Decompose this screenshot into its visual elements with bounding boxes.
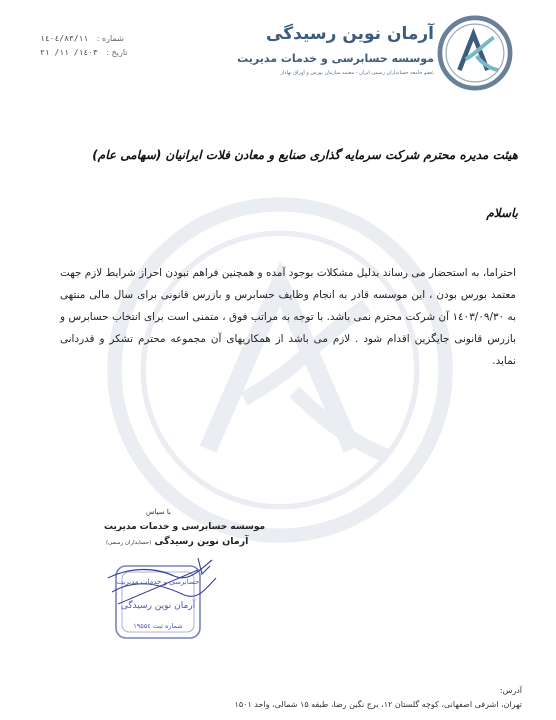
arman-novin-logo-icon: [436, 14, 514, 92]
signature-company-sub: (حسابداران رسمی): [106, 540, 152, 546]
number-value: ۱٤۰٤/۸۳/۱۱: [40, 34, 89, 43]
recipient-line: هیئت مدیره محترم شرکت سرمایه گذاری صنایع و معادن فلات ایرانیان (سهامی عام): [92, 148, 518, 162]
company-name: آرمان نوین رسیدگی: [266, 24, 434, 44]
footer-address: [235, 684, 522, 712]
membership-line: عضو جامعه حسابداران رسمی ایران - معتمد سازمان بورس و اوراق بهادار: [280, 70, 434, 76]
signature-company: [106, 536, 248, 547]
salutation: باسلام: [486, 206, 518, 220]
stamp-text-bottom: شماره ثبت ۱۹۵۵٤: [133, 622, 183, 630]
address-label: آدرس:: [499, 686, 522, 695]
company-stamp: [102, 548, 222, 648]
stamp-text-top: حسابرسی و خدمات مدیریت: [116, 578, 200, 586]
letter-body: احتراما، به استحضار می رساند بدلیل مشکلات بوجود آمده و همچنین فراهم نبودن احراز شرایط لازم جهت معتمد بورس بودن ، این موسسه قادر به انجام وظایف حسابرس و بازرس قانونی برای سال مالی منتهی به ۱٤۰۳/۰۹/۳۰ آن شرکت محترم نمی باشد. با توجه به مراتب فوق ، متمنی است برای انتخاب حسابرس و بازرس قانونی جایگزین اقدام شود . لازم می باشد از همکاریهای آن مجموعه محترم تشکر و قدردانی نماید.: [60, 267, 516, 367]
institute-name: موسسه حسابرسی و خدمات مدیریت: [237, 52, 434, 65]
signature-institute: موسسه حسابرسی و خدمات مدیریت: [104, 522, 266, 532]
signature-company-name: آرمان نوین رسیدگی: [154, 536, 249, 547]
letter-number: [34, 34, 124, 43]
date-label: تاریخ :: [106, 48, 128, 57]
closing-thanks: با سپاس: [146, 508, 171, 516]
date-value: ۱٤۰۳/ ۱۱/ ۲۱: [40, 48, 98, 57]
letter-date: [34, 48, 128, 57]
number-label: شماره :: [96, 34, 124, 43]
address-line: تهران، اشرفی اصفهانی، کوچه گلستان ۱۲، برج نگین رضا، طبقه ۱۵ شمالی، واحد ۱۵۰۱: [234, 700, 522, 709]
stamp-text-mid: آرمان نوین رسیدگی: [120, 601, 196, 611]
